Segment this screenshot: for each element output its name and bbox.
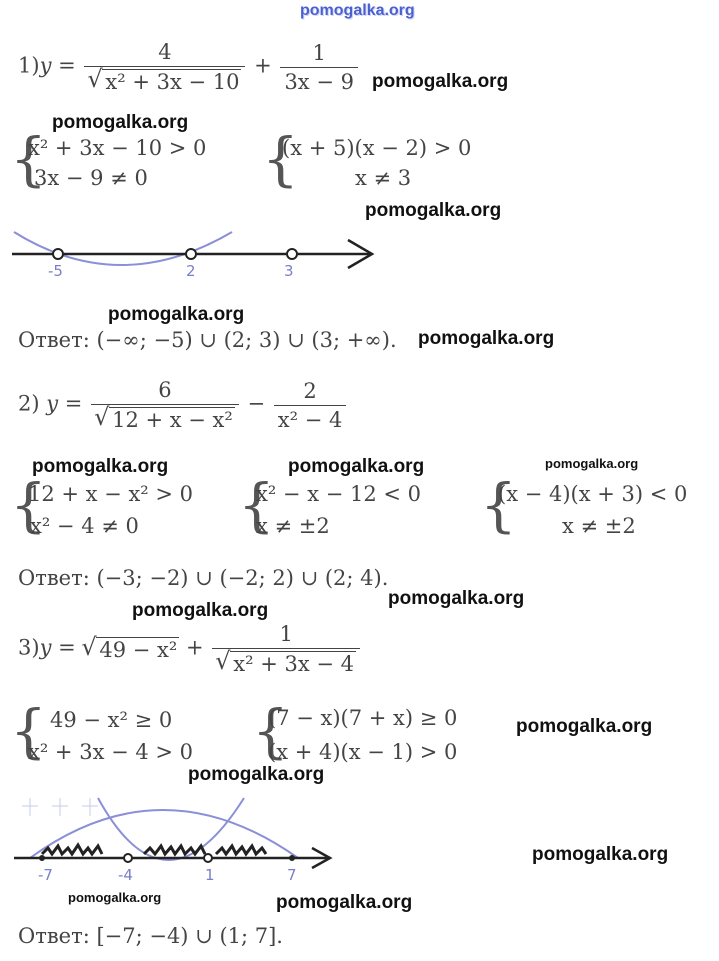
task2-frac2-numerator: 2 [303, 378, 317, 403]
watermark[interactable]: pomogalka.org [532, 844, 669, 865]
watermark-top[interactable]: pomogalka.org [300, 2, 415, 19]
task2-formula: 2) y = 6 √ 12 + x − x² − $\frac{2}{\text{x² − 4}}$ [18, 378, 348, 432]
watermark[interactable]: pomogalka.org [418, 328, 555, 349]
open-point [53, 249, 63, 259]
task1-fraction-1 [84, 40, 245, 94]
tick-label: -4 [118, 866, 133, 884]
system-brace: { [480, 471, 517, 539]
task2-frac2-denominator: x² − 4 [274, 405, 347, 432]
task1-frac1-numerator: 4 [158, 40, 172, 64]
task2-frac1-denominator: √ 12 + x − x² [109, 407, 235, 432]
system-brace: { [10, 471, 47, 539]
task1-number-line [10, 228, 390, 288]
tick-label: 1 [205, 866, 215, 884]
watermark[interactable]: pomogalka.org [545, 456, 639, 471]
task2-fraction-2 [274, 379, 347, 432]
task3-answer: Ответ: [−7; −4) ∪ (1; 7]. [18, 924, 283, 948]
task2-sys2-line1: x² − x − 12 < 0 [256, 482, 422, 506]
watermark[interactable]: pomogalka.org [372, 71, 509, 92]
task3-sys1-line2: x² + 3x − 4 > 0 [28, 740, 194, 764]
task3-sys2-line2: (x + 4)(x − 1) > 0 [268, 740, 458, 764]
task2-sys1-line2: x² − 4 ≠ 0 [30, 514, 139, 538]
filled-point [289, 855, 295, 861]
task2-number: 2) [18, 391, 40, 416]
system-brace: { [252, 697, 289, 765]
task2-sys1-line1: 12 + x − x² > 0 [28, 482, 194, 506]
watermark[interactable]: pomogalka.org [288, 456, 425, 477]
task2-fraction-1 [91, 378, 239, 432]
task3-frac-denominator: √ x² + 3x − 4 [230, 651, 356, 676]
task3-number: 3) [18, 635, 40, 660]
open-point [204, 854, 212, 862]
tick-label: 7 [287, 866, 297, 884]
watermark[interactable]: pomogalka.org [52, 112, 189, 133]
task3-fraction [212, 622, 360, 676]
task1-frac2-numerator: 1 [312, 40, 326, 65]
task1-frac2-denominator: 3x − 9 [280, 67, 358, 94]
watermark[interactable]: pomogalka.org [108, 304, 245, 325]
task1-sys1-line2: 3x − 9 ≠ 0 [34, 166, 148, 190]
open-point [287, 249, 297, 259]
system-brace: { [262, 125, 299, 193]
task3-frac-numerator: 1 [279, 622, 293, 646]
task1-frac1-denominator: √ x² + 3x − 10 [102, 69, 241, 94]
task2-sys3-line1: (x − 4)(x + 3) < 0 [498, 482, 688, 506]
grid-marks [22, 798, 98, 816]
task2-sys3-line2: x ≠ ±2 [562, 514, 636, 538]
watermark[interactable]: pomogalka.org [132, 600, 269, 621]
task3-sys1-line1: 49 − x² ≥ 0 [50, 708, 173, 732]
filled-point [39, 855, 45, 861]
task1-sys1-line1: x² + 3x − 10 > 0 [28, 136, 207, 160]
watermark[interactable]: pomogalka.org [188, 764, 325, 785]
tick-label: -7 [38, 866, 53, 884]
watermark[interactable]: pomogalka.org [32, 456, 169, 477]
system-brace: { [238, 471, 275, 539]
task2-frac1-numerator: 6 [158, 378, 172, 402]
task3-formula: 3)y = √ 49 − x² + 1 √ x² + 3x − 4 [18, 622, 362, 676]
task1-answer: Ответ: (−∞; −5) ∪ (2; 3) ∪ (3; +∞). [18, 328, 397, 352]
tick-label: 3 [284, 262, 294, 280]
system-brace: { [10, 125, 47, 193]
watermark[interactable]: pomogalka.org [388, 588, 525, 609]
task1-fraction-2 [280, 41, 358, 94]
task2-answer: Ответ: (−3; −2) ∪ (−2; 2) ∪ (2; 4). [18, 566, 389, 590]
system-brace: { [10, 697, 47, 765]
parabola-curve [14, 232, 232, 265]
tick-label: 2 [186, 262, 196, 280]
tick-label: -5 [48, 262, 63, 280]
hatch-marks [42, 845, 266, 854]
task1-sys2-line2: x ≠ 3 [355, 166, 412, 190]
watermark[interactable]: pomogalka.org [276, 892, 413, 913]
task3-root: √ 49 − x² [96, 637, 179, 662]
task1-sys2-line1: (x + 5)(x − 2) > 0 [282, 136, 472, 160]
task1-formula: 1)y = 4 √ x² + 3x − 10 + $\frac{1}{3x - 9}$ [18, 40, 360, 94]
open-point [186, 249, 196, 259]
watermark[interactable]: pomogalka.org [516, 716, 653, 737]
task3-sys2-line1: (7 − x)(7 + x) ≥ 0 [268, 706, 458, 730]
watermark[interactable]: pomogalka.org [68, 890, 162, 905]
watermark[interactable]: pomogalka.org [365, 200, 502, 221]
open-point [124, 854, 132, 862]
task1-number: 1) [18, 53, 40, 78]
task2-sys2-line2: x ≠ ±2 [256, 514, 330, 538]
